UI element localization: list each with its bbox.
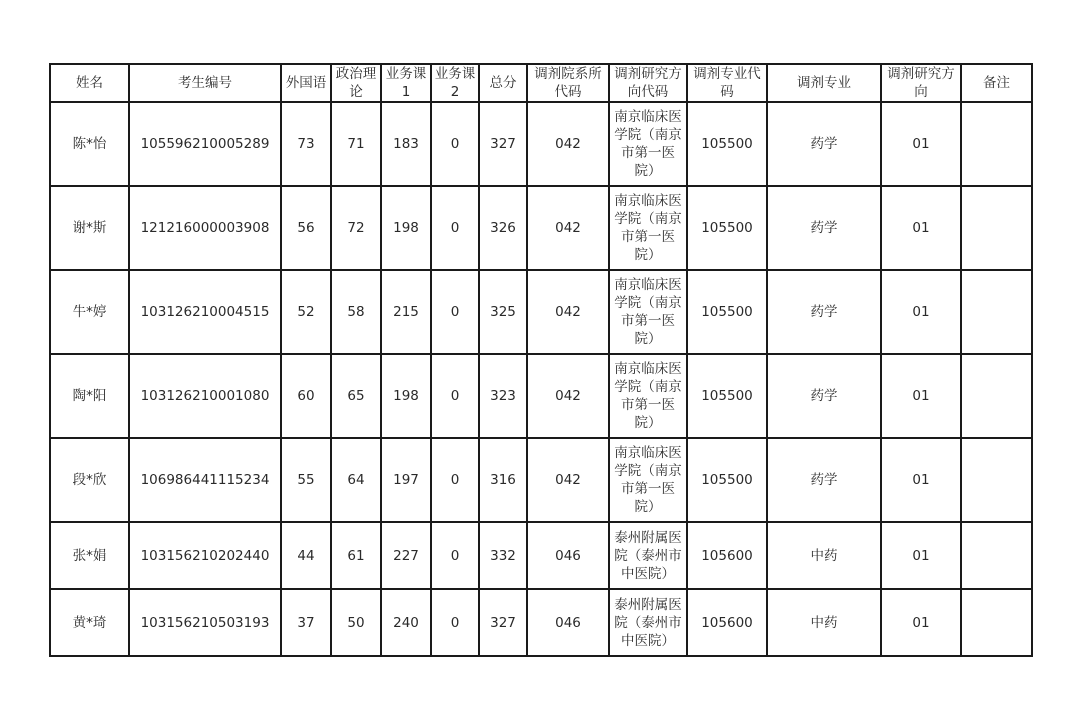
cell-note [961, 186, 1032, 270]
header-course-1: 业务课1 [381, 64, 431, 102]
header-major: 调剂专业 [767, 64, 881, 102]
cell-major-code: 105500 [687, 102, 767, 186]
cell-note [961, 438, 1032, 522]
table-row [50, 186, 1032, 270]
cell-politics: 71 [331, 102, 381, 186]
cell-major: 中药 [767, 589, 881, 656]
cell-note [961, 270, 1032, 354]
cell-dept-code: 042 [527, 438, 609, 522]
cell-course-2: 0 [431, 522, 479, 589]
cell-course-2: 0 [431, 102, 479, 186]
header-course-2: 业务课2 [431, 64, 479, 102]
cell-major: 药学 [767, 270, 881, 354]
cell-exam-id: 103156210202440 [129, 522, 281, 589]
cell-dept: 南京临床医学院（南京市第一医院） [609, 438, 687, 522]
cell-exam-id: 121216000003908 [129, 186, 281, 270]
header-dept-code: 调剂院系所代码 [527, 64, 609, 102]
header-foreign-language: 外国语 [281, 64, 331, 102]
cell-dept: 南京临床医学院（南京市第一医院） [609, 270, 687, 354]
cell-name: 张*娟 [50, 522, 129, 589]
cell-note [961, 102, 1032, 186]
cell-major: 药学 [767, 354, 881, 438]
adjustment-table [49, 63, 1033, 657]
cell-politics: 64 [331, 438, 381, 522]
cell-dept: 泰州附属医院（泰州市中医院） [609, 522, 687, 589]
table-row [50, 102, 1032, 186]
table-row [50, 438, 1032, 522]
cell-foreign-language: 55 [281, 438, 331, 522]
header-exam-id: 考生编号 [129, 64, 281, 102]
cell-course-2: 0 [431, 589, 479, 656]
cell-politics: 50 [331, 589, 381, 656]
cell-name: 段*欣 [50, 438, 129, 522]
cell-major: 药学 [767, 438, 881, 522]
cell-course-1: 183 [381, 102, 431, 186]
cell-direction: 01 [881, 438, 961, 522]
header-name: 姓名 [50, 64, 129, 102]
cell-name: 谢*斯 [50, 186, 129, 270]
cell-exam-id: 105596210005289 [129, 102, 281, 186]
cell-foreign-language: 73 [281, 102, 331, 186]
cell-dept: 泰州附属医院（泰州市中医院） [609, 589, 687, 656]
cell-major-code: 105500 [687, 186, 767, 270]
cell-total: 327 [479, 102, 527, 186]
cell-name: 黄*琦 [50, 589, 129, 656]
cell-dept: 南京临床医学院（南京市第一医院） [609, 354, 687, 438]
cell-exam-id: 106986441115234 [129, 438, 281, 522]
header-direction-code: 调剂研究方向代码 [609, 64, 687, 102]
cell-politics: 58 [331, 270, 381, 354]
cell-direction: 01 [881, 354, 961, 438]
cell-dept: 南京临床医学院（南京市第一医院） [609, 186, 687, 270]
cell-politics: 72 [331, 186, 381, 270]
header-note: 备注 [961, 64, 1032, 102]
cell-direction: 01 [881, 522, 961, 589]
table-row [50, 354, 1032, 438]
header-major-code: 调剂专业代码 [687, 64, 767, 102]
cell-foreign-language: 60 [281, 354, 331, 438]
table-row [50, 589, 1032, 656]
cell-total: 316 [479, 438, 527, 522]
cell-exam-id: 103126210001080 [129, 354, 281, 438]
cell-course-1: 215 [381, 270, 431, 354]
cell-direction: 01 [881, 102, 961, 186]
cell-major-code: 105600 [687, 589, 767, 656]
cell-course-2: 0 [431, 438, 479, 522]
cell-foreign-language: 44 [281, 522, 331, 589]
cell-foreign-language: 56 [281, 186, 331, 270]
cell-major-code: 105500 [687, 438, 767, 522]
cell-dept-code: 046 [527, 589, 609, 656]
table-header-row [50, 64, 1032, 102]
table-row [50, 270, 1032, 354]
cell-name: 陈*怡 [50, 102, 129, 186]
cell-foreign-language: 37 [281, 589, 331, 656]
cell-dept-code: 046 [527, 522, 609, 589]
cell-name: 牛*婷 [50, 270, 129, 354]
cell-major-code: 105500 [687, 270, 767, 354]
cell-politics: 61 [331, 522, 381, 589]
cell-major: 中药 [767, 522, 881, 589]
cell-course-1: 198 [381, 354, 431, 438]
header-total: 总分 [479, 64, 527, 102]
cell-politics: 65 [331, 354, 381, 438]
cell-course-1: 198 [381, 186, 431, 270]
cell-exam-id: 103156210503193 [129, 589, 281, 656]
cell-total: 332 [479, 522, 527, 589]
cell-major-code: 105500 [687, 354, 767, 438]
cell-total: 327 [479, 589, 527, 656]
cell-dept-code: 042 [527, 354, 609, 438]
cell-dept-code: 042 [527, 270, 609, 354]
table-row [50, 522, 1032, 589]
header-politics: 政治理论 [331, 64, 381, 102]
cell-note [961, 354, 1032, 438]
cell-major: 药学 [767, 186, 881, 270]
cell-total: 323 [479, 354, 527, 438]
cell-total: 325 [479, 270, 527, 354]
cell-direction: 01 [881, 186, 961, 270]
cell-exam-id: 103126210004515 [129, 270, 281, 354]
cell-course-1: 227 [381, 522, 431, 589]
cell-dept-code: 042 [527, 186, 609, 270]
cell-major: 药学 [767, 102, 881, 186]
cell-direction: 01 [881, 270, 961, 354]
cell-course-2: 0 [431, 186, 479, 270]
cell-course-1: 240 [381, 589, 431, 656]
cell-course-2: 0 [431, 354, 479, 438]
cell-note [961, 589, 1032, 656]
cell-note [961, 522, 1032, 589]
cell-foreign-language: 52 [281, 270, 331, 354]
cell-name: 陶*阳 [50, 354, 129, 438]
cell-major-code: 105600 [687, 522, 767, 589]
cell-dept: 南京临床医学院（南京市第一医院） [609, 102, 687, 186]
cell-course-1: 197 [381, 438, 431, 522]
cell-course-2: 0 [431, 270, 479, 354]
cell-direction: 01 [881, 589, 961, 656]
header-direction: 调剂研究方向 [881, 64, 961, 102]
cell-dept-code: 042 [527, 102, 609, 186]
cell-total: 326 [479, 186, 527, 270]
